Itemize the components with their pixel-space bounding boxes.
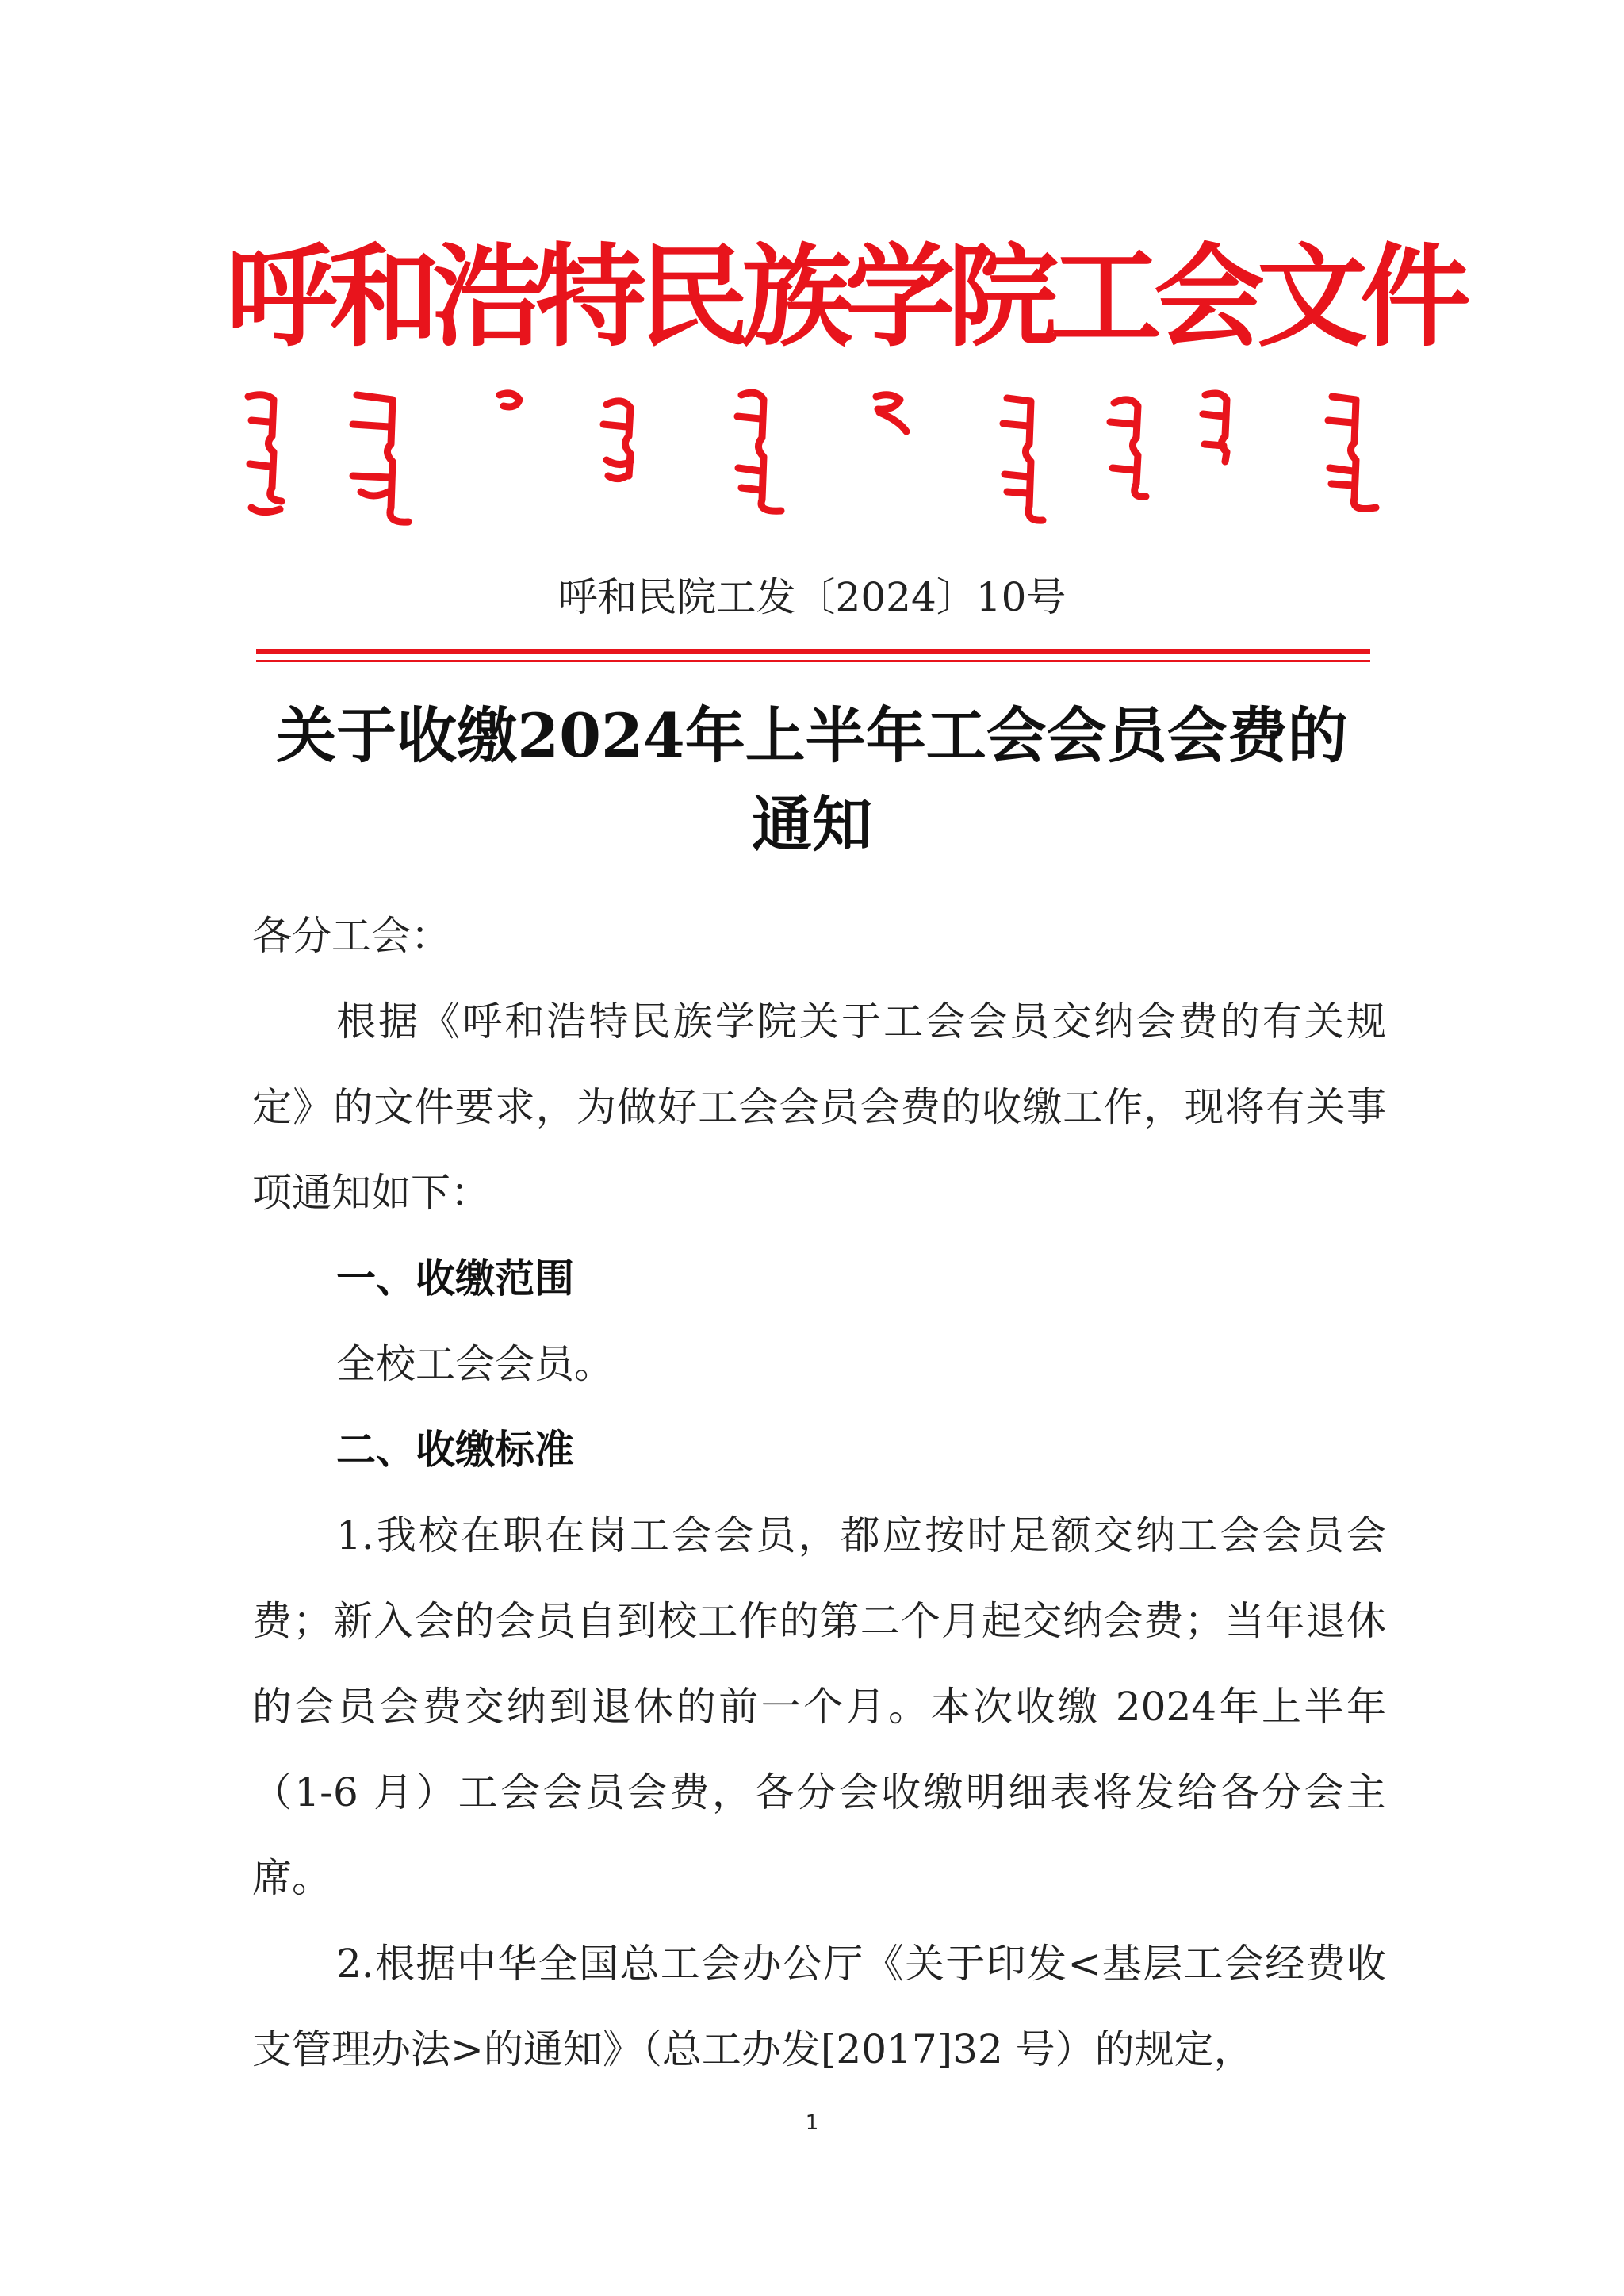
- standard-item-1: 1.我校在职在岗工会会员，都应按时足额交纳工会会员会费；新入会的会员自到校工作的第二个月起交纳会费；当年退休的会员会费交纳到退休的前一个月。本次收缴 2024年上半年（1-6 月）工会会员会费，各分会收缴明细表将发给各分会主席。: [252, 1512, 1386, 1901]
- page-number: 1: [805, 2111, 819, 2135]
- document-title: [222, 692, 1402, 869]
- masthead-title: 呼和浩特民族学院工会文件: [226, 232, 1464, 362]
- section-heading-scope: 一、收缴范围: [336, 1255, 574, 1301]
- header-divider-thick: [256, 649, 1370, 654]
- section-heading-standard: 二、收缴标准: [336, 1427, 574, 1473]
- title-line-1: 关于收缴2024年上半年工会会员会费的: [276, 700, 1348, 771]
- header-divider-thin: [256, 660, 1370, 662]
- title-line-2: 通知: [752, 789, 872, 860]
- section-scope-text: 全校工会会员。: [336, 1341, 614, 1387]
- intro-paragraph: 根据《呼和浩特民族学院关于工会会员交纳会费的有关规定》的文件要求，为做好工会会员会费的收缴工作，现将有关事项通知如下：: [252, 999, 1386, 1216]
- standard-item-2: 2.根据中华全国总工会办公厅《关于印发<基层工会经费收支管理办法>的通知》（总工办发[2017]32 号）的规定，: [252, 1941, 1386, 2072]
- salutation: 各分工会：: [252, 913, 450, 959]
- mongolian-script-masthead: [234, 389, 1392, 531]
- document-number: 呼和民院工发〔2024〕10号: [557, 574, 1067, 620]
